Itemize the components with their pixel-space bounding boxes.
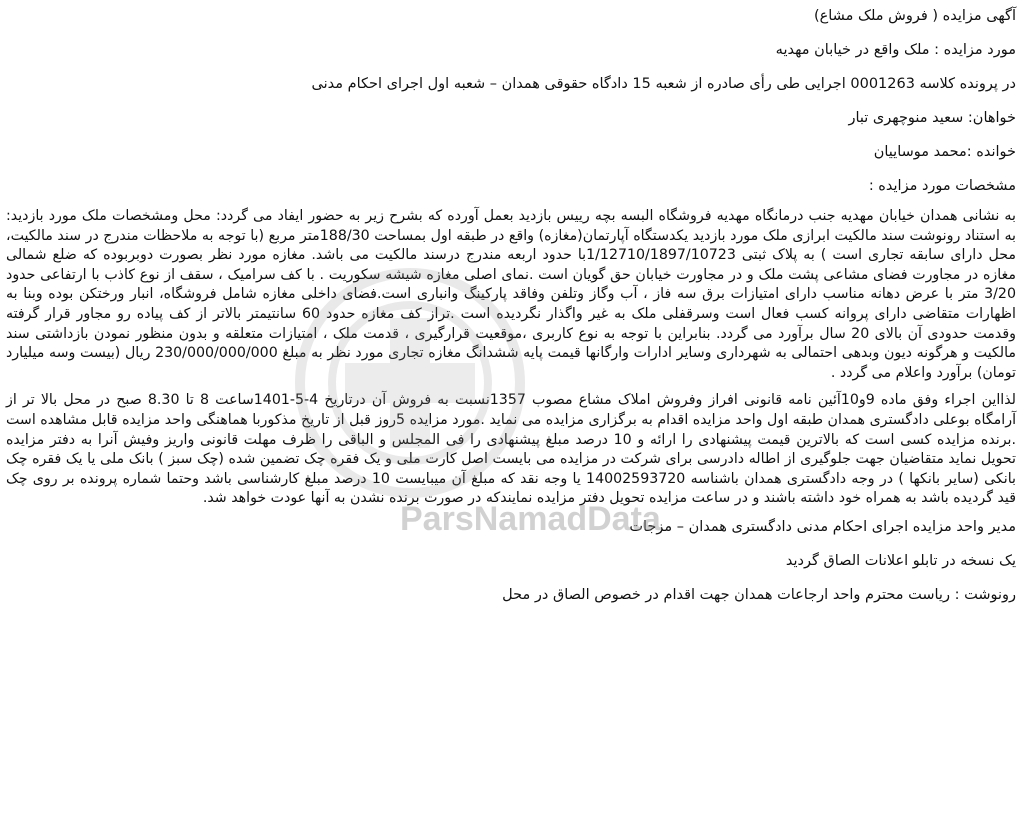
auction-notice <box>6 6 1016 605</box>
auction-conditions: لذااین اجراء وفق ماده 9و10آئین نامه قانونی افراز وفروش املاک مشاع مصوب 1357نسبت به فروش آن درتاریخ 4-5-1401ساعت 8 تا 8.30 صبح در محل بالا تر از آرامگاه بوعلی دادگستری همدان طبقه اول واحد مزایده اقدام به برگزاری مزایده می نماید .مورد مزایده 5روز قبل از تاریخ مذکوربا هماهنگی واحد مزایده قابل مشاهده است .برنده مزایده کسی است که بالاترین قیمت پیشنهادی را ارائه و 10 درصد مبلغ پیشنهادی را فی المجلس و الباقی را ظرف مهلت قانونی واریز وفیش آنرا به دفتر مزایده تحویل نماید متقاضیان جهت جلوگیری از اطاله دادرسی برای شرکت در مزایده می بایست اصل کارت ملی و یک فقره چک تضمین شده (چک سبز ) بانک ملی یا یک فقره چک بانکی (سایر بانکها ) در وجه دادگستری همدان باشناسه 14002593720 یا وجه نقد که مبلغ آن میبایست 10 درصد مبلغ کارشناسی باشد وحتما شماره پرونده بر روی چک قید گردیده باشد به همراه خود داشته باشند و در ساعت مزایده تحویل دفتر مزایده نمایندکه در صورت برنده نشدن به آنها عودت خواهد شد. <box>6 392 1017 507</box>
notice-title: آگهی مزایده ( فروش ملک مشاع) <box>813 8 1016 24</box>
plaintiff-line: خواهان: سعید منوچهری تبار <box>848 110 1016 126</box>
copy-to-line: رونوشت : ریاست محترم واحد ارجاعات همدان جهت اقدام در خصوص الصاق در محل <box>502 586 1016 603</box>
posted-note: یک نسخه در تابلو اعلانات الصاق گردید <box>785 552 1016 569</box>
signature-line: مدیر واحد مزایده اجرای احکام مدنی دادگستری همدان – مزجات <box>629 518 1016 535</box>
auction-subject: مورد مزایده : ملک واقع در خیابان مهدیه <box>775 42 1016 58</box>
watermark-text: ParsNamadData <box>400 500 661 538</box>
defendant-line: خوانده :محمد موساییان <box>873 144 1016 160</box>
case-line: در پرونده کلاسه 0001263 اجرایی طی رأی صادره از شعبه 15 دادگاه حقوقی همدان – شعبه اول اجرای احکام مدنی <box>311 76 1016 92</box>
specs-heading: مشخصات مورد مزایده : <box>868 178 1016 194</box>
property-description: به نشانی همدان خیابان مهدیه جنب درمانگاه مهدیه فروشگاه البسه بچه رییس بازدید بعمل آورده که بشرح زیر به حضور ایفاد می گردد: محل ومشخصات ملک مورد بازدید: به استناد رونوشت سند مالکیت ابرازی ملک مورد بازدید یکدستگاه آپارتمان(مغازه) واقع در طبقه اول بمساحت 188/30متر مربع (با توجه به ملاحظات مندرج در سند مالکیت، محل دارای سابقه تجاری است ) به پلاک ثبتی 1/12710/1897/10723با حدود اربعه مندرج درسند مالکیت می باشد. مغازه مورد نظر بصورت دوبربوده که ضلع شمالی مغازه در مجاورت فضای مشاعی پشت ملک و در مجاورت خیابان حق گویان است .نمای اصلی مغازه شیشه سکوریت . با کف سرامیک ، سقف از نوع کاذب با ارتفاعی حدود 3/20 متر با عرض دهانه مناسب دارای امتیازات برق سه فاز ، آب وگاز وتلفن وفاقد پارکینگ وانباری است.فضای داخلی مغازه شامل فروشگاه، انبار ورختکن بوده وبنا به اظهارات متقاضی دارای پروانه کسب فعال است وسرقفلی ملک به غیر واگذار نگردیده است .تراز کف مغازه حدود 60 سانتیمتر بالاتر از کف پیاده رو مجاور قرار گرفته وقدمت حدودی آن بالای 20 سال برآورد می گردد. بنابراین با توجه به نوع کاربری ،موقعیت قرارگیری ، قدمت ملک ، امتیازات متعلقه و بدون منظور نمودن بازداشتی سند مالکیت و هرگونه دیون وبدهی احتمالی به شهرداری وسایر ادارات وارگانها قیمت پایه ششدانگ مغازه تجاری مورد نظر به مبلغ 230/000/000/000 ریال (بیست وسه میلیارد تومان) برآورد واعلام می گردد . <box>6 208 1016 381</box>
